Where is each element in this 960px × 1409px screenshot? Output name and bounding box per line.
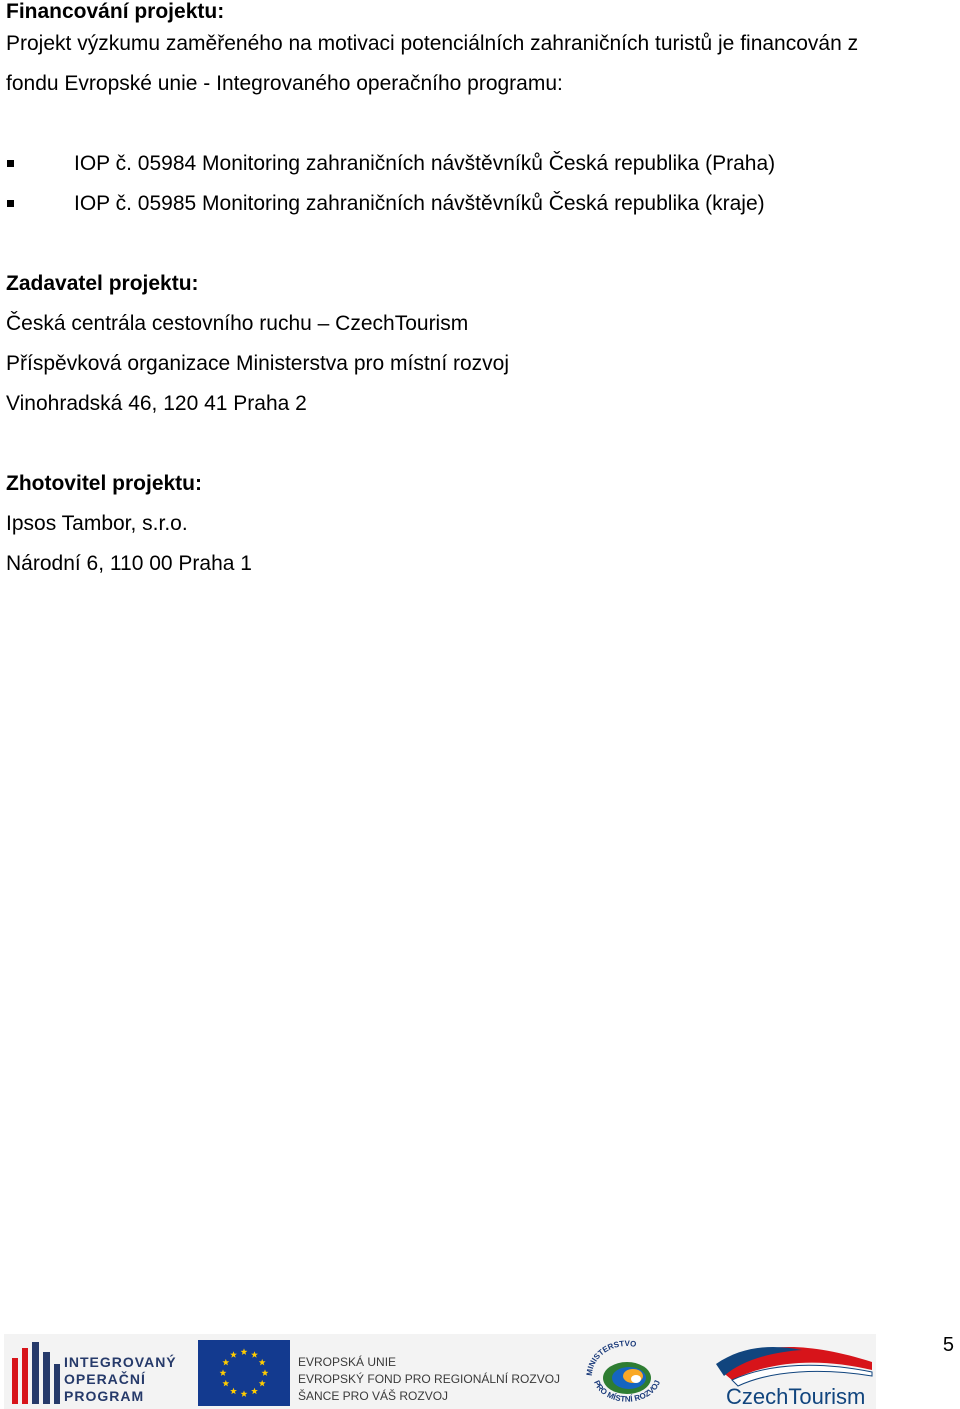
footer <box>0 1334 960 1409</box>
page-number: 5 <box>942 1334 954 1356</box>
client-line: Příspěvková organizace Ministerstva pro místní rozvoj <box>6 352 510 375</box>
ministry-logo-text-top: MINISTERSTVO <box>584 1338 638 1377</box>
iop-logo-line: PROGRAM <box>64 1388 145 1404</box>
iop-bars-icon <box>10 1342 64 1404</box>
eu-text <box>298 1354 560 1405</box>
eu-text-line: ŠANCE PRO VÁŠ ROZVOJ <box>298 1389 449 1403</box>
client-line: Vinohradská 46, 120 41 Praha 2 <box>6 392 307 415</box>
bullet-icon <box>7 200 14 207</box>
funding-text-line-1: Projekt výzkumu zaměřeného na motivaci potenciálních zahraničních turistů je financován z <box>6 32 859 55</box>
contractor-line: Ipsos Tambor, s.r.o. <box>6 512 188 535</box>
czechtourism-logo <box>712 1340 877 1406</box>
czechtourism-logo-text: CzechTourism <box>726 1384 866 1406</box>
client-line: Česká centrála cestovního ruchu – CzechTourism <box>6 312 469 335</box>
client-heading: Zadavatel projektu: <box>6 272 199 295</box>
contractor-heading: Zhotovitel projektu: <box>6 472 202 495</box>
iop-logo-line: OPERAČNÍ <box>64 1371 146 1387</box>
list-item-text: IOP č. 05985 Monitoring zahraničních návštěvníků Česká republika (kraje) <box>74 192 765 215</box>
contractor-line: Národní 6, 110 00 Praha 1 <box>6 552 252 575</box>
ministry-logo <box>582 1338 672 1408</box>
iop-logo <box>10 1342 180 1404</box>
iop-logo-line: INTEGROVANÝ <box>64 1354 177 1370</box>
funding-heading: Financování projektu: <box>6 0 225 23</box>
list-item-text: IOP č. 05984 Monitoring zahraničních návštěvníků Česká republika (Praha) <box>74 152 776 175</box>
eu-text-line: EVROPSKÁ UNIE <box>298 1355 397 1369</box>
ministry-logo-text-bottom: PRO MÍSTNÍ ROZVOJ <box>591 1378 663 1404</box>
eu-flag-icon <box>198 1340 290 1406</box>
bullet-icon <box>7 160 14 167</box>
list-item <box>6 184 946 224</box>
funding-text-line-2: fondu Evropské unie - Integrovaného operačního programu: <box>6 72 563 95</box>
list-item <box>6 144 946 184</box>
eu-text-line: EVROPSKÝ FOND PRO REGIONÁLNÍ ROZVOJ <box>298 1372 561 1386</box>
document-body <box>6 0 946 584</box>
